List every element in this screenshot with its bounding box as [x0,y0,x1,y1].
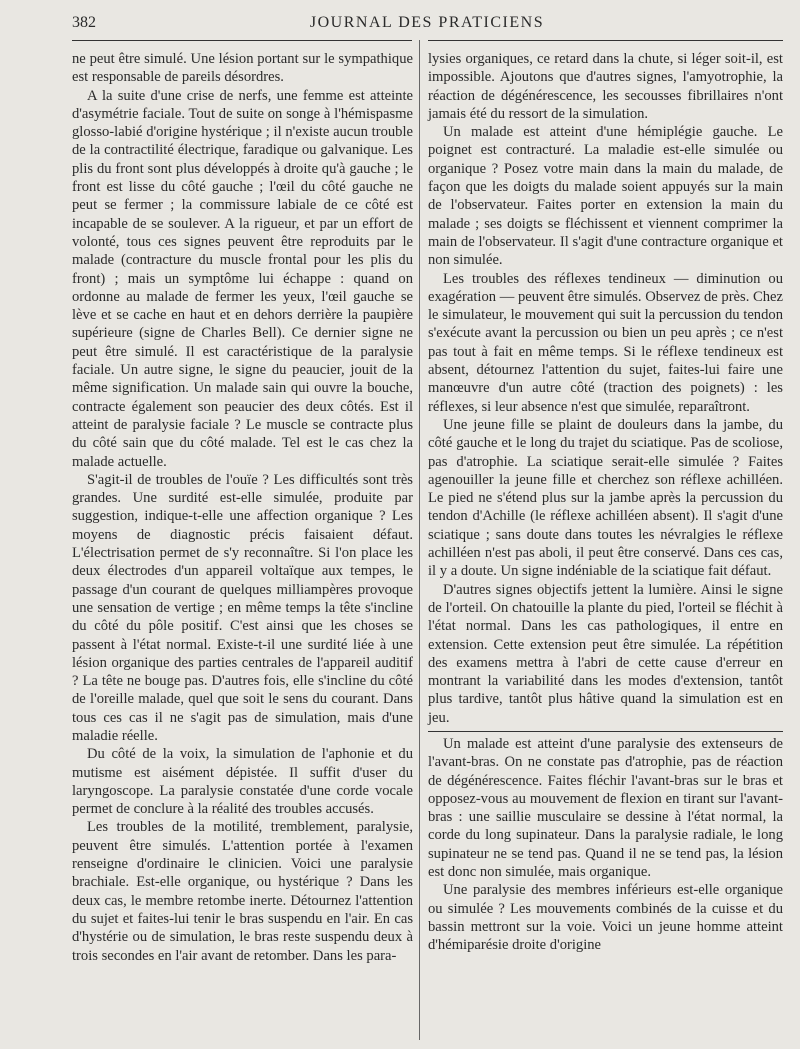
column-divider [419,40,420,1040]
paragraph: ne peut être simulé. Une lésion portant sur le sympathique est responsable de pareils désordres. [72,51,413,86]
paragraph: D'autres signes objectifs jettent la lumière. Ainsi le signe de l'orteil. On chatouille la plante du pied, l'orteil se fléchit à l'état normal. Dans les cas pathologiques, il entre en extension. Cette extension peut être simulée. La répétition des examens mettra à l'abri de cette cause d'erreur en montrant la variabilité dans les modes d'extension, tantôt plus tardive, tantôt plus hâtive quand la simulation est en jeu. [428,581,783,726]
running-title: JOURNAL DES PRATICIENS [309,14,545,31]
paragraph: Un malade est atteint d'une hémiplégie gauche. Le poignet est contracturé. La maladie est-elle simulée ou organique ? Posez votre main dans la main du malade, de façon que les doigts du malade soient appuyés sur la main de l'observateur. Faites porter en extension la main du malade ; ses doigts se fléchissent et viennent comprimer la main de l'observateur. Il s'agit d'une contracture organique et non simulée. [428,124,783,269]
left-column [72,50,413,965]
paragraph: Les troubles de la motilité, tremblement, paralysie, peuvent être simulés. L'attention portée à l'examen renseigne d'ordinaire le clinicien. Voici une paralysie brachiale. Est-elle organique, ou hystérique ? Dans les deux cas, le membre retombe inerte. Détournez l'attention du sujet et faites-lui tenir le bras suspendu en l'air. En cas d'hystérie ou de simulation, le bras reste suspendu deux à trois secondes en l'air avant de retomber. Dans les para- [72,819,413,964]
section-rule [428,731,783,732]
header-rule-left [72,40,412,41]
paragraph: Un malade est atteint d'une paralysie des extenseurs de l'avant-bras. On ne constate pas d'atrophie, pas de réaction de dégénérescence. Faites fléchir l'avant-bras sur le bras et opposez-vous au mouvement de flexion en tirant sur l'avant-bras : une saillie musculaire se dessine à l'état normal, la corde du long supinateur. Dans la paralysie radiale, le long supinateur ne se tend pas. Quand il ne se tend pas, la lésion est donc non simulée, mais organique. [428,735,783,881]
paragraph: S'agit-il de troubles de l'ouïe ? Les difficultés sont très grandes. Une surdité est-elle simulée, produite par suggestion, indique-t-elle une affection organique ? Les moyens de diagnostic précis faisaient défaut. L'électrisation permet de s'y reconnaître. Si l'on place les deux électrodes d'un appareil voltaïque aux tempes, le passage d'un courant de quelques milliampères provoque une sensation de vertige ; en même temps la tête s'incline du côté du pôle positif. C'est ainsi que les choses se passent à l'état normal. Existe-t-il une surdité liée à une lésion organique des parties centrales de l'appareil auditif ? La tête ne bouge pas. D'autres fois, elle s'incline du côté de l'oreille malade, quel que soit le sens du courant. Dans tous ces cas il ne s'agit pas de simulation, mais d'une maladie réelle. [72,471,413,744]
paragraph: A la suite d'une crise de nerfs, une femme est atteinte d'asymétrie faciale. Tout de suite on songe à l'hémispasme glosso-labié d'origine hystérique ; il n'existe aucun trouble de la contractilité électrique, faradique ou galvanique. Les plis du front sont plus développés à droite qu'à gauche ; le front est lisse du côté gauche ; l'œil du côté gauche ne peut se fermer ; la commissure labiale de ce côté est incapable de se soulever. A la rigueur, et par un effort de volonté, tous ces signes peuvent être reproduits par le malade (contracture du muscle frontal pour les plis du front) ; mais un symptôme lui échappe : quand on ordonne au malade de fermer les yeux, l'œil gauche se lève et se cache en haut et en dehors derrière la paupière supérieure (signe de Charles Bell). Ce dernier signe ne peut être simulé. Il est caractéristique de la paralysie faciale. Un autre signe, le signe du peaucier, jouit de la même signification. Un malade sain qui ouvre la bouche, contracte également son peaucier des deux côtés. Est il atteint de paralysie faciale ? Le muscle se contracte plus du côté sain que du côté malade. Tel est le cas chez la malade actuelle. [72,87,413,470]
paragraph: Une jeune fille se plaint de douleurs dans la jambe, du côté gauche et le long du trajet du sciatique. Pas de scoliose, pas d'atrophie. La sciatique serait-elle simulée ? Faites agenouiller la jeune fille et cherchez son réflexe achilléen. Le pied ne s'étend plus sur la jambe après la percussion du tendon d'Achille (le réflexe achilléen absent). Il s'agit d'une sciatique ; sans doute dans toutes les névralgies le réflexe achilléen n'est pas aboli, il peut être conservé. Dans ces cas, il y a doute. Un signe indéniable de la sciatique fait défaut. [428,416,783,580]
header-rule-right [428,40,783,41]
right-column [428,50,783,955]
paragraph: lysies organiques, ce retard dans la chute, si léger soit-il, est impossible. Ajoutons que d'autres signes, l'amyotrophie, la réaction de dégénérescence, les secousses fibrillaires n'ont jamais été du ressort de la simulation. [428,51,783,122]
page-header [72,12,782,36]
paragraph: Les troubles des réflexes tendineux — diminution ou exagération — peuvent être simulés. Observez de près. Chez le simulateur, le mouvement qui suit la percussion du tendon s'exécute avant la percussion ou bien un peu après ; ce n'est pas tout à fait en même temps. Si le réflexe tendineux est absent, détournez l'attention du sujet, faites-lui faire une manœuvre d'un autre côté (traction des poignets) : les réflexes, si leur absence n'est que simulée, reparaîtront. [428,270,783,415]
paragraph: Du côté de la voix, la simulation de l'aphonie et du mutisme est aisément dépistée. Il suffit d'user du laryngoscope. La paralysie constatée d'une corde vocale permet de conclure à la réalité des troubles accusés. [72,746,413,818]
paragraph: Une paralysie des membres inférieurs est-elle organique ou simulée ? Les mouvements combinés de la cuisse et du bassin mettront sur la voie. Voici un jeune homme atteint d'hémiparésie droite d'origine [428,882,783,954]
page-number: 382 [72,14,96,31]
